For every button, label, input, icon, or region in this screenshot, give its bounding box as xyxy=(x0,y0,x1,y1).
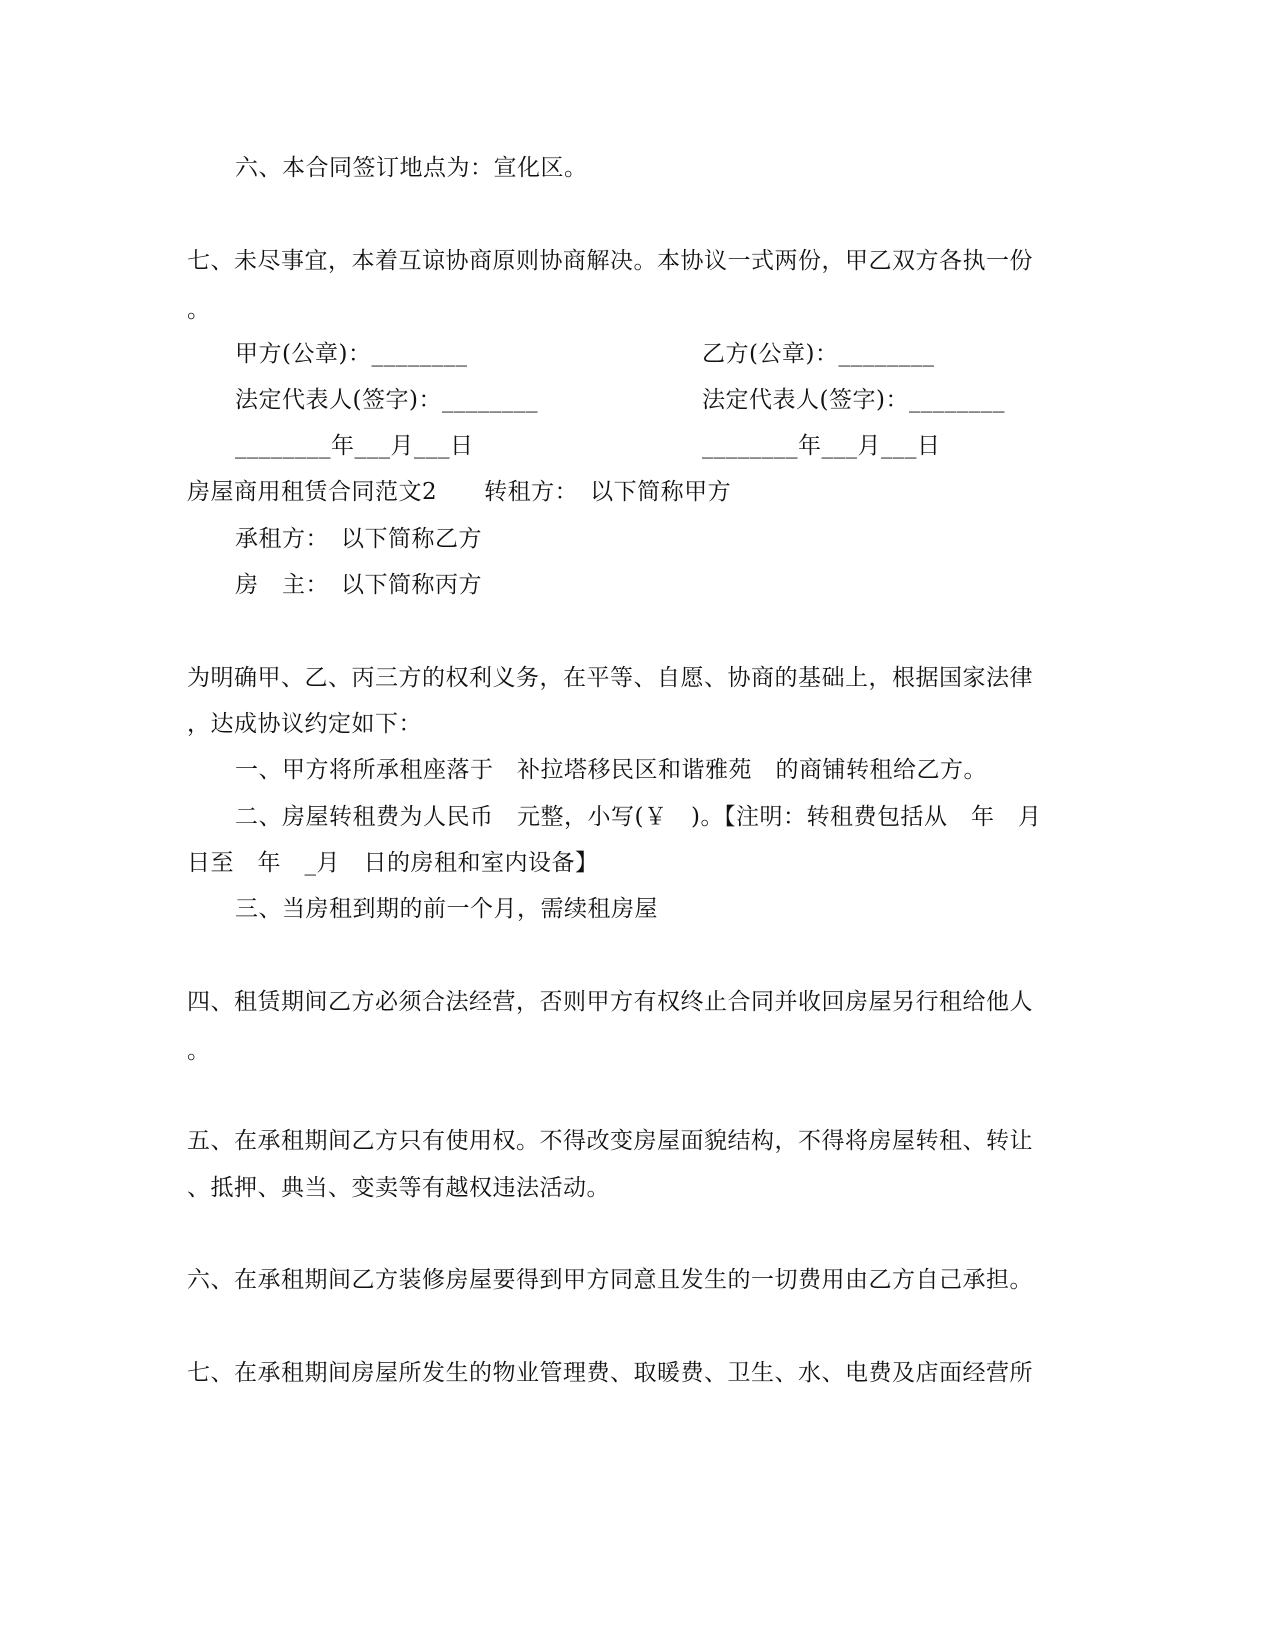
contract-2-heading-sublessor: 房屋商用租赁合同范文2 转租方： 以下简称甲方 xyxy=(187,479,732,505)
clause-2-continuation: 日至 年 _月 日的房租和室内设备】 xyxy=(187,850,599,876)
clause-1-premises: 一、甲方将所承租座落于 补拉塔移民区和谐雅苑 的商铺转租给乙方。 xyxy=(235,757,987,783)
clause-7-unresolved-matters: 七、未尽事宜，本着互谅协商原则协商解决。本协议一式两份，甲乙双方各执一份 xyxy=(187,248,1033,274)
lessee-line: 承租方： 以下简称乙方 xyxy=(235,526,482,552)
party-a-seal-line: 甲方(公章)：________ xyxy=(235,341,468,367)
party-a-representative-line: 法定代表人(签字)：________ xyxy=(235,387,538,413)
party-b-representative-line: 法定代表人(签字)：________ xyxy=(702,387,1005,413)
party-b-date-line: ________年___月___日 xyxy=(702,433,941,459)
clause-4-continuation: 。 xyxy=(187,1038,211,1064)
clause-7-continuation: 。 xyxy=(187,297,211,323)
preamble-paragraph: 为明确甲、乙、丙三方的权利义务，在平等、自愿、协商的基础上，根据国家法律 xyxy=(187,665,1033,691)
clause-7-fees: 七、在承租期间房屋所发生的物业管理费、取暖费、卫生、水、电费及店面经营所 xyxy=(187,1360,1033,1386)
clause-6-signing-place: 六、本合同签订地点为：宣化区。 xyxy=(235,155,588,181)
clause-4-legal-operation: 四、租赁期间乙方必须合法经营，否则甲方有权终止合同并收回房屋另行租给他人 xyxy=(187,989,1033,1015)
clause-5-usage-rights: 五、在承租期间乙方只有使用权。不得改变房屋面貌结构，不得将房屋转租、转让 xyxy=(187,1128,1033,1154)
clause-6-renovation: 六、在承租期间乙方装修房屋要得到甲方同意且发生的一切费用由乙方自己承担。 xyxy=(187,1267,1033,1293)
party-a-date-line: ________年___月___日 xyxy=(235,433,474,459)
landlord-line: 房 主： 以下简称丙方 xyxy=(235,572,482,598)
clause-2-sublease-fee: 二、房屋转租费为人民币 元整，小写(￥ )。【注明：转租费包括从 年 月 xyxy=(235,804,1042,830)
clause-5-continuation: 、抵押、典当、变卖等有越权违法活动。 xyxy=(187,1175,610,1201)
preamble-continuation: ，达成协议约定如下： xyxy=(187,711,422,737)
party-b-seal-line: 乙方(公章)：________ xyxy=(702,341,935,367)
clause-3-renewal: 三、当房租到期的前一个月，需续租房屋 xyxy=(235,896,658,922)
